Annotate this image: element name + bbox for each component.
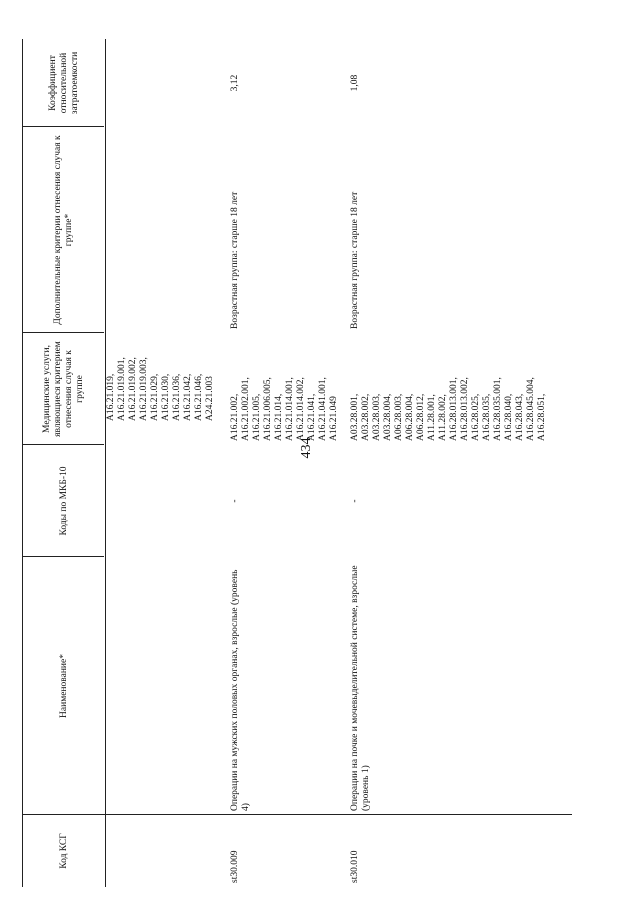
row-code: st30.010 [350, 850, 360, 883]
column-divider [22, 126, 104, 127]
row-services: A16.21.002, A16.21.002.001, A16.21.005, A16.21.006.005, A16.21.014, A16.21.014.001, A16.21.014.002, A16.21.041, A16.21.041.001, A16.21.049 [230, 376, 339, 441]
row-criteria: Возрастная группа: старше 18 лет [230, 191, 240, 329]
header-criteria: Дополнительные критерии отнесения случая к группе* [53, 134, 74, 325]
column-divider [22, 556, 104, 557]
column-divider [22, 332, 104, 333]
header-mkb: Коды по МКБ-10 [58, 465, 69, 536]
table-header [22, 39, 106, 887]
header-coef: Коэффициент относительной затратоемкости [47, 51, 80, 114]
header-name: Наименование* [58, 653, 69, 718]
row-code: st30.009 [230, 850, 240, 883]
ksg-table [22, 39, 572, 887]
row-name: Операции на почке и мочевыделительной системе, взрослые (уровень 1) [350, 564, 371, 811]
row-criteria: Возрастная группа: старше 18 лет [350, 191, 360, 329]
table-body [104, 39, 572, 887]
row-coef: 3,12 [230, 74, 240, 91]
row-mkb: - [230, 498, 240, 503]
column-divider [22, 444, 104, 445]
row-coef: 1,08 [350, 74, 360, 91]
continuation-services: A16.21.019, A16.21.019.001, A16.21.019.002, A16.21.019.003, A16.21.029, A16.21.030, A16.21.036, A16.21.042, A16.21.046, A24.21.003 [106, 356, 215, 421]
header-code: Код КСГ [58, 832, 69, 869]
row-name: Операции на мужских половых органах, взрослые (уровень 4) [230, 569, 251, 811]
page-number: 434 [299, 437, 314, 459]
row-services: A03.28.001, A03.28.002, A03.28.003, A03.28.004, A06.28.003, A06.28.004, A06.28.012, A11.28.001, A11.28.002, A16.28.013.001, A16.28.013.002, A16.28.025, A16.28.035, A16.28.035.001, A16.28.040, A16.28.043, A16.28.045.004, A16.28.051, [350, 376, 547, 441]
header-services: Медицинские услуги, являющиеся критерием отнесения случая к группе [42, 340, 85, 437]
row-mkb: - [350, 498, 360, 503]
